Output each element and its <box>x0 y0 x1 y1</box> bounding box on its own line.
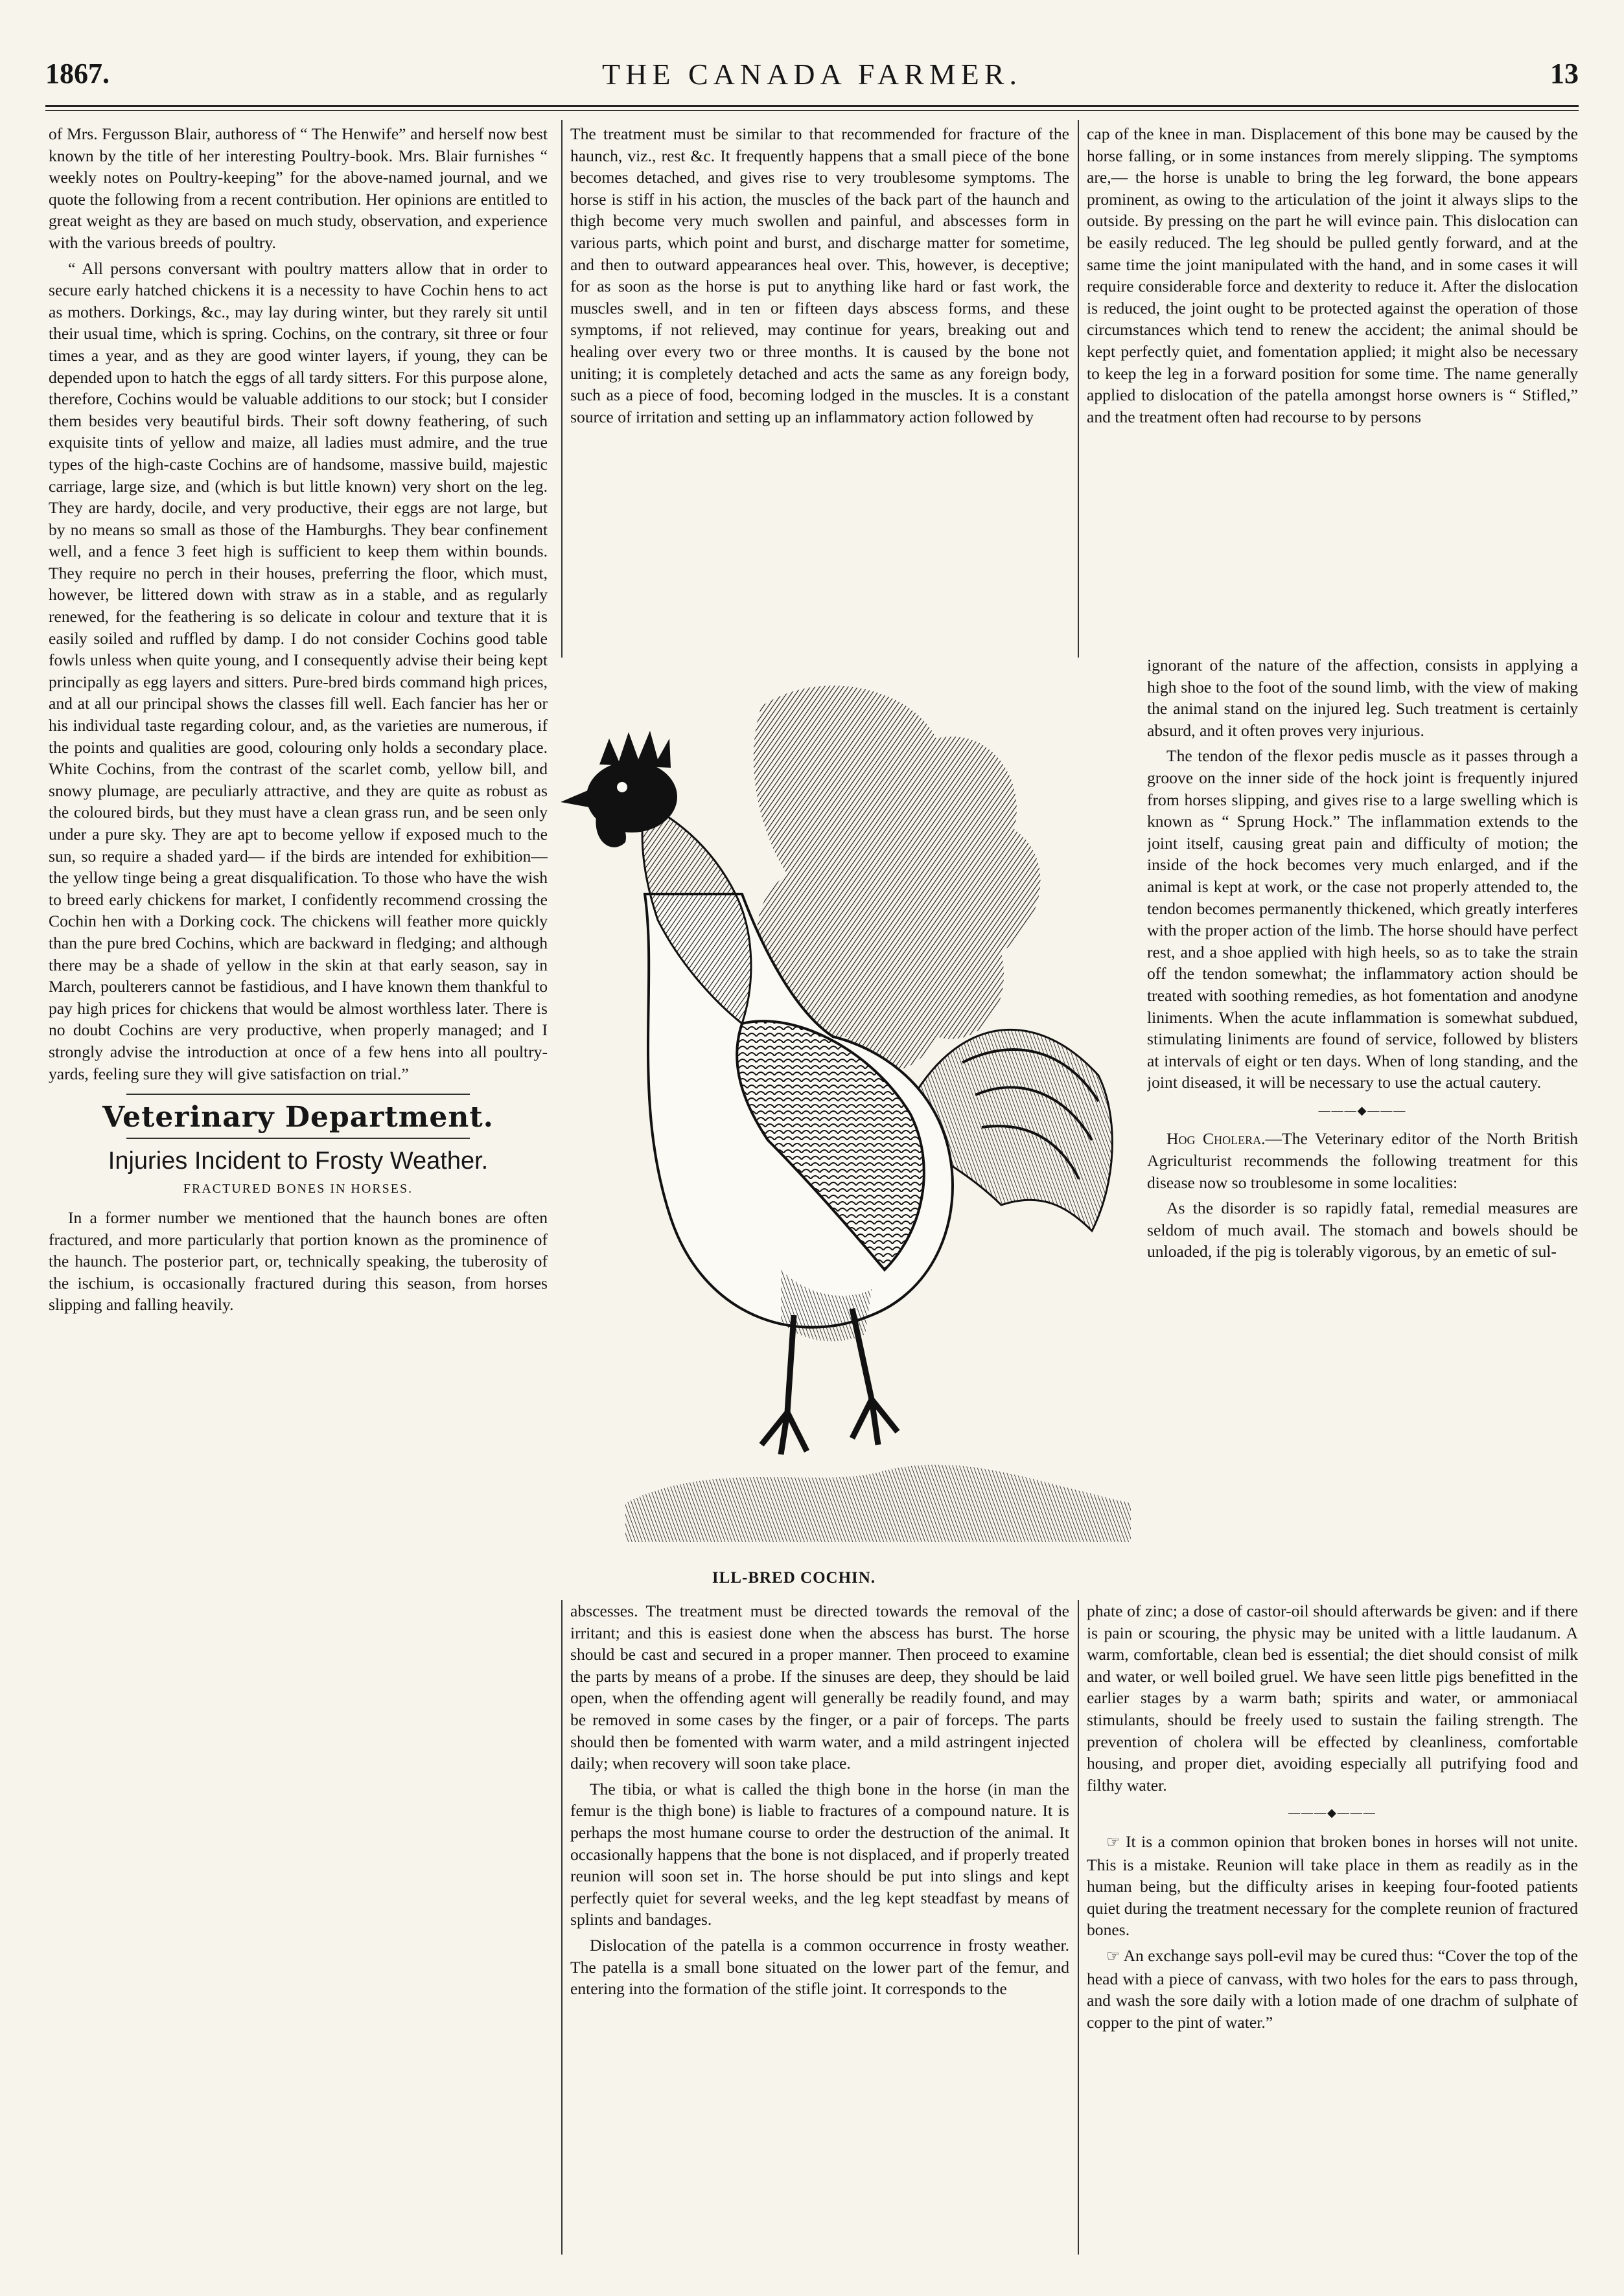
section-heading: Veterinary Department. <box>102 1101 494 1134</box>
column-rule-2-bottom <box>1078 1600 1079 2255</box>
masthead <box>45 57 1579 109</box>
column-1 <box>49 123 548 2274</box>
hog-treatment-paragraph: phate of zinc; a dose of castor-oil should afterwards be given: and if there is pain or scouring, the physic may be united with a little laudanum. A warm, comfortable, clean bed is essential; the diet should consist of milk and water, or well boiled gruel. We have seen little pigs benefitted in the earlier stages by a warm bath; spirits and water, or ammoniacal stimulants, should be freely used to sustain the failing strength. The prevention of cholera will be effected by cleanliness, comfortable housing, and proper diet, avoiding especially all putrifying food and filthy water. <box>1087 1601 1578 1795</box>
rooster-eye <box>617 782 627 792</box>
ground-shading <box>625 1465 1131 1542</box>
sprung-hock-paragraph: The tendon of the flexor pedis muscle as it passes through a groove on the inner side of the hock joint is frequently injured from horses slipping, and gives rise to a large swelling which is known as “ Sprung Hock.” The inflammation extends to the joint itself, causing great pain and difficulty of motion; the inside of the hock becomes very much enlarged, and if the animal is kept at work, or the case not properly attended to, the tendon becomes permanently thickened, which greatly interferes with the proper action of the limb. The horse should have perfect rest, and a shoe applied with high heels, so as to take the strain off the tendon somewhat; the inflammatory action should be treated with soothing remedies, as hot fomentation and anodyne liniments. When the acute inflammation is somewhat subdued, stimulating liniments are found of service, followed by blisters at intervals of eight or ten days. When of long standing, and the joint diseased, it will be necessary to use the actual cautery. <box>1147 746 1578 1092</box>
column-2-top <box>570 123 1069 654</box>
broken-bones-note: It is a common opinion that broken bones in horses will not unite. This is a mistake. Reunion will take place in them as readily as in the human being, but the difficulty arises in keeping four-footed patients quiet during the treatment necessary for the complete reunion of fractured bones. <box>1087 1831 1578 1940</box>
ornamental-rule-2: ———◆——— <box>1288 1806 1376 1820</box>
section-divider <box>126 1094 470 1095</box>
article-subheading: FRACTURED BONES IN HORSES. <box>183 1182 413 1197</box>
column-3-top <box>1087 123 1578 654</box>
patella-paragraph: cap of the knee in man. Displacement of this bone may be caused by the horse falling, or in some instances from merely slipping. The symptoms are,— the horse is unable to bring the leg forward, the bone appears prominent, as owing to the articulation of the joint it always slips to the outside. By pressing on the part he will evince pain. This dislocation can be easily reduced. The leg should be pulled gently forward, and at the same time the joint manipulated with the hand, and in some cases it will require considerable force and dexterity to reduce it. After the dislocation is reduced, the joint ought to be protected against the operation of those circumstances which tend to renew the accident; the animal should be kept perfectly quiet, and fomentation applied; it might also be necessary to keep the leg in a forward position for some time. The name generally applied to dislocation of the patella amongst horse owners is “ Stifled,” and the treatment often had recourse to by persons <box>1087 124 1578 426</box>
column-rule-1-top <box>561 120 563 658</box>
abscess-paragraph: abscesses. The treatment must be directed towards the removal of the irritant; and this is easiest done when the abscess has burst. The horse should be cast and secured in a proper manner. Then proceed to examine the parts by means of a probe. If the sinuses are deep, they should be laid open, when the offending agent will generally be readily found, and may be removed in some cases by the finger, or a pair of forceps. The parts should then be fomented with warm water, and a mild astringent injected daily; when recovery will soon take place. <box>570 1601 1069 1773</box>
hog-cholera-text: —The Veterinary editor of the North British Agriculturist recommends the following treatment for this disease now so troublesome in some localities: <box>1147 1129 1578 1192</box>
pointing-hand-icon: ☞ <box>1106 1833 1120 1851</box>
column-3-bottom <box>1087 1600 1578 2267</box>
stifle-paragraph: ignorant of the nature of the affection, consists in applying a high shoe to the foot of the sound limb, with the view of making the animal stand on the injured leg. Such treatment is certainly absurd, and it often proves very injurious. <box>1147 656 1578 740</box>
issue-year: 1867. <box>45 58 110 89</box>
rooster-engraving <box>548 648 1163 1555</box>
illustration-caption: ILL-BRED COCHIN. <box>712 1569 876 1587</box>
tibia-paragraph: The tibia, or what is called the thigh bone in the horse (in man the femur is the thigh bone) is liable to fractures of a compound nature. It is perhaps the most humane course to order the destruction of the animal. It occasionally happens that the bone is not displaced, and if properly treated reunion will soon set in. The horse should be put into slings and kept perfectly quiet for several weeks, and the leg kept steadfast by means of splints and bandages. <box>570 1779 1069 1929</box>
newspaper-title: THE CANADA FARMER. <box>602 58 1022 91</box>
treatment-paragraph: The treatment must be similar to that recommended for fracture of the haunch, viz., rest &c. It frequently happens that a small piece of the bone becomes detached, and gives rise to very troublesome symptoms. The horse is stiff in his action, the muscles of the back part of the haunch and thigh become very much swollen and painful, and abscesses form in various parts, which point and burst, and discharge matter for sometime, and then to outward appearances heal over. This, however, is deceptive; for as soon as the horse is put to anything like hard or fast work, the muscles swell, and in ten or fifteen days abscess forms, and these symptoms, if not relieved, may continue for years, breaking out and healing over every two or three months. It is caused by the bone not uniting; it is completely detached and acts the same as any foreign body, such as a piece of food, becoming lodged in the muscles. It is a constant source of irritation and setting up an inflammatory action followed by <box>570 124 1069 426</box>
column-2-bottom <box>570 1600 1069 2267</box>
hog-cholera-lead: Hog Cholera. <box>1166 1129 1266 1149</box>
quoted-article: “ All persons conversant with poultry matters allow that in order to secure early hatched chickens it is a necessity to have Cochin hens to act as mothers. Dorkings, &c., may lay during winter, but they rarely sit until their usual time, which is spring. Cochins, on the contrary, sit three or four times a year, and as they are good winter layers, if young, they can be depended upon to hatch the eggs of all tardy sitters. For this purpose alone, therefore, Cochins would be valuable additions to our stock; but I consider them besides very beautiful birds. Their soft downy feathering, of such exquisite tints of yellow and maize, all ladies must admire, and the true types of the high-caste Cochins are of handsome, massive build, majestic carriage, large size, and (which is but little known) very short on the leg. They are hardy, docile, and very productive, their eggs are not large, but by no means so small as those of the Hamburghs. They bear confinement well, and a fence 3 feet high is sufficient to keep them within bounds. They require no perch in their houses, preferring the floor, which must, however, be littered down with straw as in a stable, and as regularly renewed, for the feathering is so delicate in colour and texture that it is easily soiled and ruffled by damp. I do not consider Cochins good table fowls unless when quite young, and I consequently advise their being kept principally as egg layers and sitters. Pure-bred birds command high prices, and at all our principal shows the classes fill well. Each fancier has her or his individual taste regarding colour, and, as the varieties are numerous, if the points and qualities are good, colouring only holds a secondary place. White Cochins, from the contrast of the scarlet comb, yellow bill, and snowy plumage, are peculiarly attractive, and they are quite as robust as the coloured birds, but they must have a clean grass run, and be seen only under a pure sky. They are apt to become yellow if exposed much to the sun, so require a shaded yard— if the birds are intended for exhibition—the yellow tinge being a great disqualification. To those who have the wish to breed early chickens for market, I confidently recommend crossing the Cochin hen with a Dorking cock. The chickens will feather more quickly than the pure bred Cochins, which are backward in fledging; and although there may be a shade of yellow in the skin at that early season, say in March, poulterers cannot be fastidious, and I have known them thankful to pay high prices for chickens that would be almost worthless later. There is no doubt Cochins are very productive, when properly managed; and I strongly advise the introduction at once of a few hens into all poultry-yards, feeling sure they will give satisfaction on trial.” <box>49 258 548 1083</box>
section-divider-lower <box>126 1138 470 1139</box>
article-intro: of Mrs. Fergusson Blair, authoress of “ The Henwife” and herself now best known by the title of her interesting Poultry-book. Mrs. Blair furnishes “ weekly notes on Poultry-keeping” for the above-named journal, and we quote the following from a recent contribution. Her opinions are entitled to great weight as they are based on much study, observation, and experience with the various breeds of poultry. <box>49 124 548 252</box>
rooster-leg-front <box>761 1315 807 1454</box>
masthead-rule-thin <box>45 110 1579 111</box>
patella-dislocation-paragraph: Dislocation of the patella is a common occurrence in frosty weather. The patella is a small bone situated on the lower part of the femur, and entering into the formation of the stifle joint. It corresponds to the <box>570 1935 1069 1999</box>
ornamental-rule: ———◆——— <box>1318 1103 1407 1117</box>
column-rule-1-bottom <box>561 1600 563 2255</box>
poll-evil-note: An exchange says poll-evil may be cured thus: “Cover the top of the head with a piece of canvass, with two holes for the ears to pass through, and wash the sore daily with a lotion made of one drachm of sulphate of copper to the pint of water.” <box>1087 1946 1578 2032</box>
rooster-comb <box>599 731 671 768</box>
pointing-hand-icon: ☞ <box>1106 1947 1120 1965</box>
article-headline: Injuries Incident to Frosty Weather. <box>108 1147 489 1175</box>
rooster-beak <box>561 790 589 807</box>
hog-cholera-paragraph: As the disorder is so rapidly fatal, remedial measures are seldom of much avail. The stomach and bowels should be unloaded, if the pig is tolerably vigorous, by an emetic of sul- <box>1147 1199 1578 1261</box>
article-paragraph: In a former number we mentioned that the haunch bones are often fractured, and more particularly that portion known as the prominence of the haunch. The posterior part, or, technically speaking, the tuberosity of the ischium, is occasionally fractured during this season, from horses slipping and falling heavily. <box>49 1208 548 1314</box>
masthead-rule <box>45 105 1579 107</box>
column-3-wrap <box>1147 654 1578 1600</box>
column-rule-2-top <box>1078 120 1079 658</box>
page-number: 13 <box>1550 58 1579 89</box>
